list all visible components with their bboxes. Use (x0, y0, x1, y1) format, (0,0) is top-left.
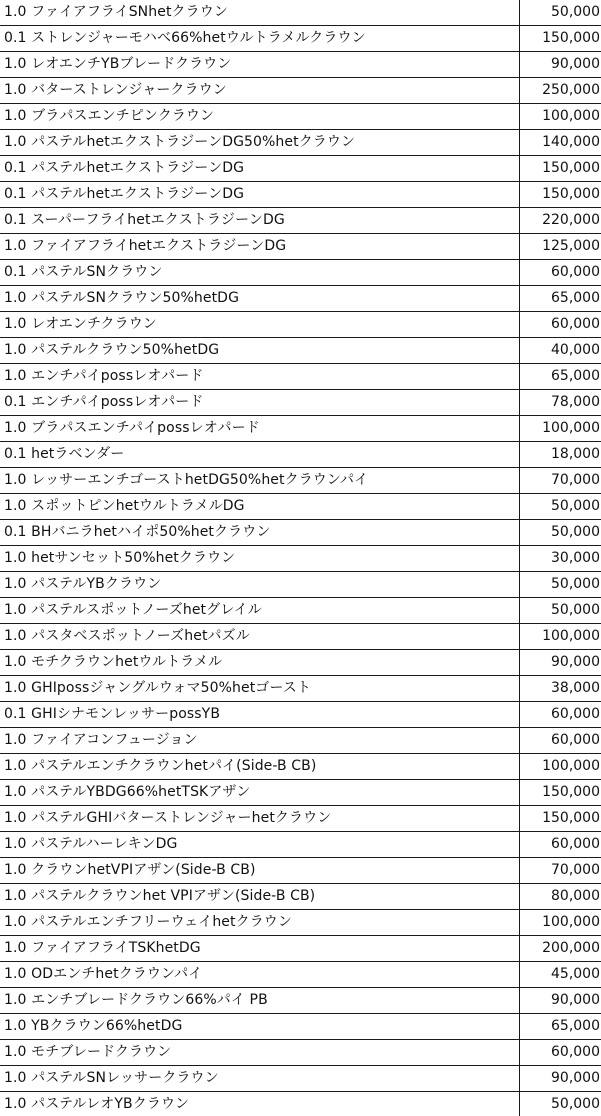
item-price-cell: 140,000 (519, 130, 601, 156)
item-name-cell: 0.1 パステルhetエクストラジーンDG (0, 182, 519, 208)
item-name-cell: 1.0 レッサーエンチゴーストhetDG50%hetクラウンパイ (0, 468, 519, 494)
item-price-cell: 150,000 (519, 780, 601, 806)
table-row (0, 52, 601, 78)
item-price-cell: 50,000 (519, 0, 601, 26)
item-name-cell: 1.0 ファイアコンフュージョン (0, 728, 519, 754)
table-row (0, 858, 601, 884)
item-price-cell: 60,000 (519, 728, 601, 754)
item-name-cell: 0.1 ストレンジャーモハベ66%hetウルトラメルクラウン (0, 26, 519, 52)
item-price-cell: 50,000 (519, 572, 601, 598)
item-name-cell: 1.0 ファイアフライhetエクストラジーンDG (0, 234, 519, 260)
table-row (0, 156, 601, 182)
item-price-cell: 60,000 (519, 312, 601, 338)
item-price-cell: 50,000 (519, 494, 601, 520)
item-price-cell: 100,000 (519, 416, 601, 442)
item-name-cell: 1.0 パスタベスポットノーズhetパズル (0, 624, 519, 650)
item-price-cell: 220,000 (519, 208, 601, 234)
item-price-cell: 60,000 (519, 832, 601, 858)
item-name-cell: 0.1 スーパーフライhetエクストラジーンDG (0, 208, 519, 234)
table-row (0, 130, 601, 156)
table-row (0, 104, 601, 130)
item-price-cell: 18,000 (519, 442, 601, 468)
item-price-cell: 90,000 (519, 52, 601, 78)
table-row (0, 234, 601, 260)
item-name-cell: 1.0 ブラパスエンチピンクラウン (0, 104, 519, 130)
item-price-cell: 100,000 (519, 754, 601, 780)
item-price-cell: 250,000 (519, 78, 601, 104)
item-price-cell: 65,000 (519, 364, 601, 390)
item-name-cell: 1.0 パステルスポットノーズhetグレイル (0, 598, 519, 624)
item-price-cell: 150,000 (519, 156, 601, 182)
table-row (0, 78, 601, 104)
table-row (0, 988, 601, 1014)
table-row (0, 702, 601, 728)
item-price-cell: 30,000 (519, 546, 601, 572)
table-row (0, 1092, 601, 1116)
item-price-cell: 150,000 (519, 806, 601, 832)
table-row (0, 780, 601, 806)
item-name-cell: 1.0 パステルエンチフリーウェイhetクラウン (0, 910, 519, 936)
item-price-cell: 50,000 (519, 598, 601, 624)
item-name-cell: 1.0 レオエンチクラウン (0, 312, 519, 338)
item-name-cell: 1.0 レオエンチYBブレードクラウン (0, 52, 519, 78)
table-row (0, 936, 601, 962)
table-row (0, 364, 601, 390)
table-row (0, 0, 601, 26)
item-name-cell: 1.0 パステルSNレッサークラウン (0, 1066, 519, 1092)
table-row (0, 884, 601, 910)
table-row (0, 546, 601, 572)
item-name-cell: 1.0 ファイアフライTSKhetDG (0, 936, 519, 962)
item-price-cell: 100,000 (519, 624, 601, 650)
item-price-cell: 100,000 (519, 910, 601, 936)
item-name-cell: 1.0 ブラパスエンチパイpossレオパード (0, 416, 519, 442)
item-name-cell: 1.0 クラウンhetVPIアザン(Side-B CB) (0, 858, 519, 884)
item-price-cell: 50,000 (519, 520, 601, 546)
item-price-cell: 60,000 (519, 1040, 601, 1066)
item-name-cell: 1.0 モチブレードクラウン (0, 1040, 519, 1066)
item-price-cell: 90,000 (519, 650, 601, 676)
table-row (0, 390, 601, 416)
item-price-cell: 150,000 (519, 182, 601, 208)
table-row (0, 676, 601, 702)
item-name-cell: 0.1 BHバニラhetハイポ50%hetクラウン (0, 520, 519, 546)
item-name-cell: 1.0 エンチパイpossレオパード (0, 364, 519, 390)
table-row (0, 468, 601, 494)
item-name-cell: 1.0 スポットピンhetウルトラメルDG (0, 494, 519, 520)
item-price-cell: 38,000 (519, 676, 601, 702)
item-name-cell: 1.0 パステルクラウンhet VPIアザン(Side-B CB) (0, 884, 519, 910)
item-price-cell: 200,000 (519, 936, 601, 962)
item-name-cell: 1.0 パステルSNクラウン50%hetDG (0, 286, 519, 312)
table-row (0, 572, 601, 598)
table-row (0, 182, 601, 208)
table-row (0, 338, 601, 364)
item-price-cell: 40,000 (519, 338, 601, 364)
item-price-cell: 90,000 (519, 1066, 601, 1092)
item-name-cell: 1.0 パステルレオYBクラウン (0, 1092, 519, 1116)
item-name-cell: 1.0 YBクラウン66%hetDG (0, 1014, 519, 1040)
item-name-cell: 0.1 hetラベンダー (0, 442, 519, 468)
table-row (0, 286, 601, 312)
item-name-cell: 1.0 パステルhetエクストラジーンDG50%hetクラウン (0, 130, 519, 156)
table-row (0, 416, 601, 442)
table-row (0, 962, 601, 988)
item-name-cell: 0.1 エンチパイpossレオパード (0, 390, 519, 416)
table-row (0, 260, 601, 286)
item-name-cell: 1.0 パステルYBDG66%hetTSKアザン (0, 780, 519, 806)
table-row (0, 910, 601, 936)
item-price-cell: 45,000 (519, 962, 601, 988)
table-row (0, 208, 601, 234)
table-row (0, 312, 601, 338)
table-row (0, 624, 601, 650)
item-name-cell: 1.0 エンチブレードクラウン66%パイ PB (0, 988, 519, 1014)
table-row (0, 650, 601, 676)
table-row (0, 26, 601, 52)
table-row (0, 1014, 601, 1040)
table-row (0, 832, 601, 858)
item-price-cell: 80,000 (519, 884, 601, 910)
item-price-cell: 125,000 (519, 234, 601, 260)
item-name-cell: 1.0 パステルエンチクラウンhetパイ(Side-B CB) (0, 754, 519, 780)
item-price-cell: 78,000 (519, 390, 601, 416)
table-row (0, 1066, 601, 1092)
item-price-cell: 65,000 (519, 1014, 601, 1040)
table-row (0, 754, 601, 780)
item-price-cell: 150,000 (519, 26, 601, 52)
item-price-cell: 65,000 (519, 286, 601, 312)
item-name-cell: 1.0 パステルハーレキンDG (0, 832, 519, 858)
item-name-cell: 0.1 GHIシナモンレッサーpossYB (0, 702, 519, 728)
item-name-cell: 1.0 GHIpossジャングルウォマ50%hetゴースト (0, 676, 519, 702)
item-name-cell: 1.0 パステルYBクラウン (0, 572, 519, 598)
table-row (0, 1040, 601, 1066)
item-price-cell: 60,000 (519, 260, 601, 286)
item-name-cell: 1.0 ODエンチhetクラウンパイ (0, 962, 519, 988)
item-price-cell: 70,000 (519, 468, 601, 494)
item-name-cell: 0.1 パステルSNクラウン (0, 260, 519, 286)
item-name-cell: 1.0 パステルクラウン50%hetDG (0, 338, 519, 364)
table-row (0, 494, 601, 520)
table-row (0, 520, 601, 546)
table-row (0, 806, 601, 832)
item-price-cell: 90,000 (519, 988, 601, 1014)
item-price-cell: 100,000 (519, 104, 601, 130)
item-price-cell: 50,000 (519, 1092, 601, 1116)
table-row (0, 728, 601, 754)
table-row (0, 598, 601, 624)
item-price-cell: 70,000 (519, 858, 601, 884)
table-row (0, 442, 601, 468)
item-name-cell: 1.0 ファイアフライSNhetクラウン (0, 0, 519, 26)
item-name-cell: 1.0 パステルGHIバターストレンジャーhetクラウン (0, 806, 519, 832)
item-name-cell: 1.0 hetサンセット50%hetクラウン (0, 546, 519, 572)
item-name-cell: 1.0 バターストレンジャークラウン (0, 78, 519, 104)
item-name-cell: 0.1 パステルhetエクストラジーンDG (0, 156, 519, 182)
item-name-cell: 1.0 モチクラウンhetウルトラメル (0, 650, 519, 676)
item-price-cell: 60,000 (519, 702, 601, 728)
